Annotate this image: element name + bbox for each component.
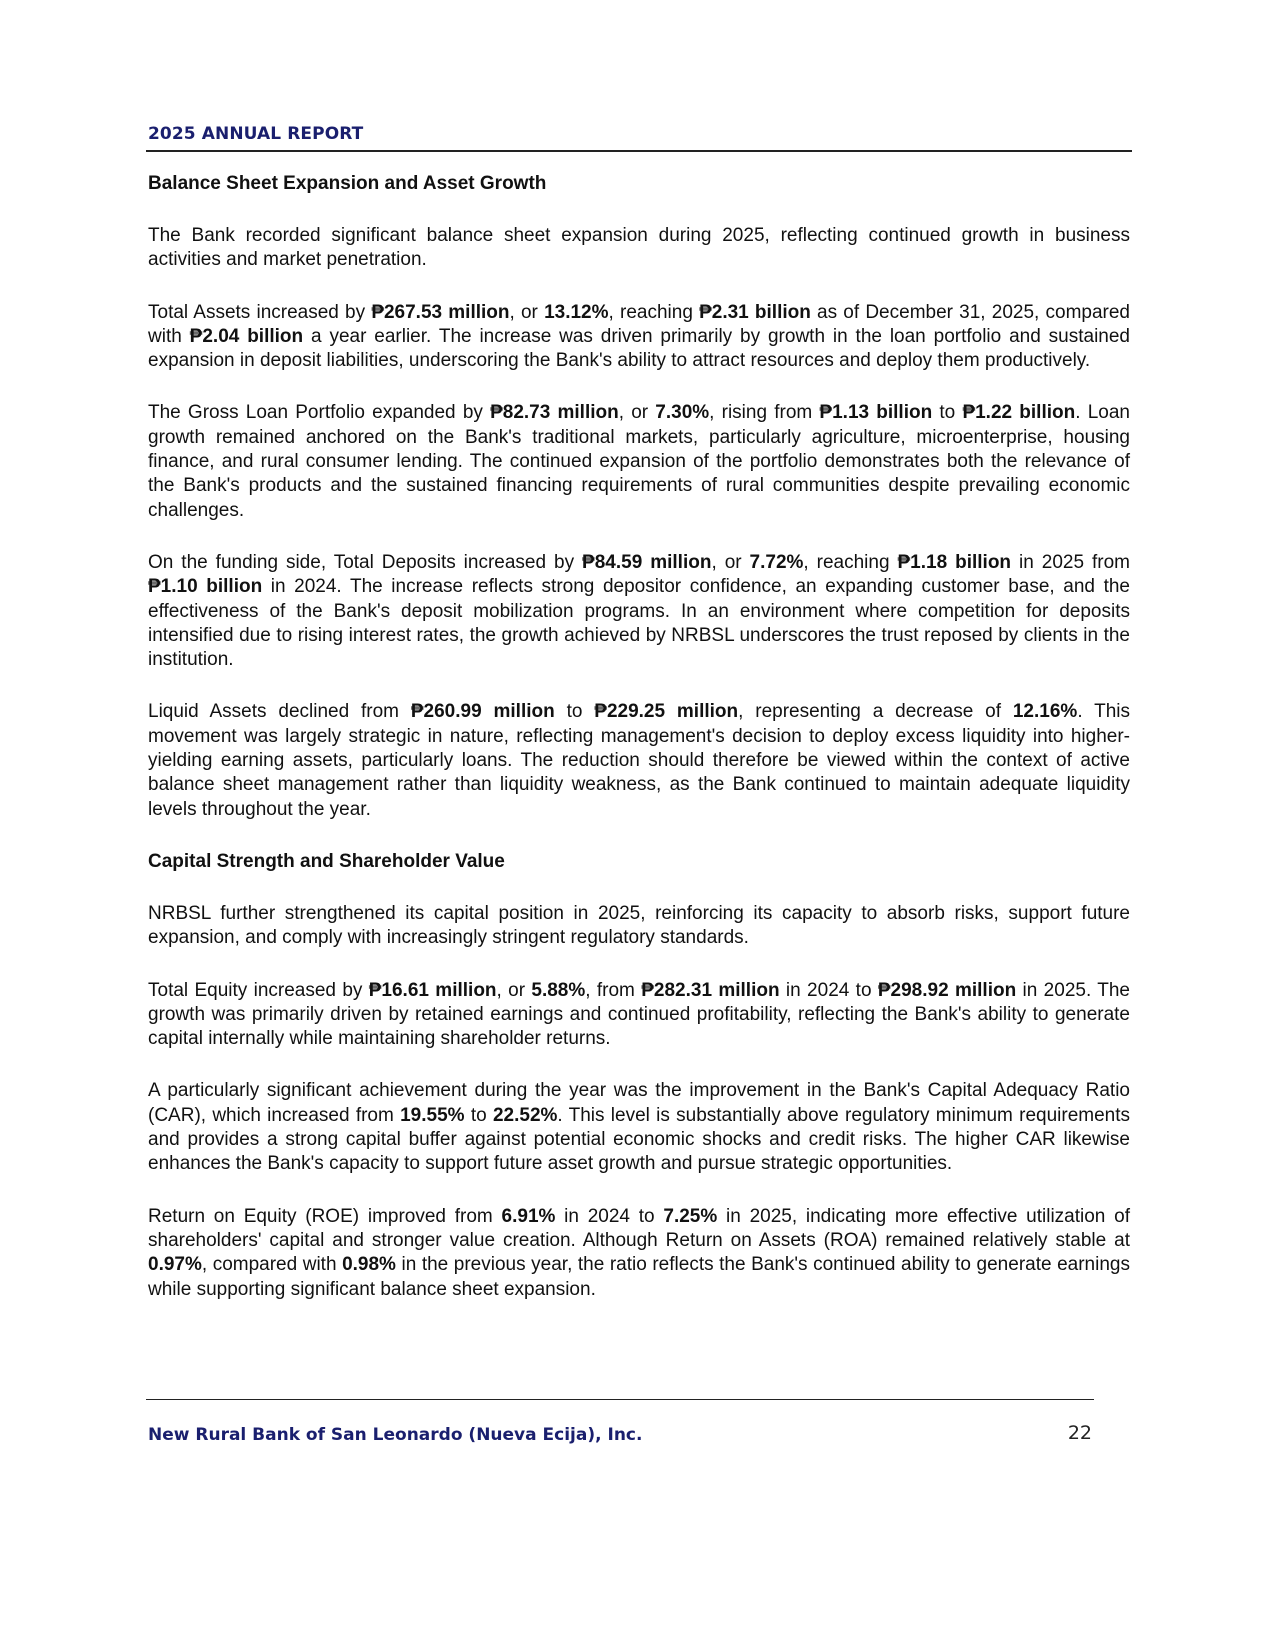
highlighted-figure: ₱2.04 billion [189, 325, 304, 347]
highlighted-figure: ₱1.22 billion [962, 402, 1076, 424]
paragraph-text: , reaching [608, 301, 700, 323]
paragraph-text: Return on Equity (ROE) improved from [148, 1205, 502, 1227]
highlighted-figure: 7.30% [655, 402, 710, 424]
paragraph-text: in 2025. The growth was primarily driven by retained earnings and continued profitability, reflecting the Bank's ability to generate capital internally while maintaining shareholder returns. [148, 979, 1130, 1050]
paragraph-text: to [464, 1104, 493, 1126]
document-body [148, 172, 1130, 1330]
paragraph-text: , rising from [709, 402, 820, 424]
highlighted-figure: 0.97% [148, 1254, 202, 1276]
highlighted-figure: ₱298.92 million [877, 979, 1017, 1001]
body-paragraph [148, 979, 1130, 1052]
paragraph-text: . This movement was largely strategic in nature, reflecting management's decision to deploy excess liquidity into higher-yielding earning assets, particularly loans. The reduction should therefore be viewed within the context of active balance sheet management rather than liquidity weakness, as the Bank continued to maintain adequate liquidity levels throughout the year. [148, 701, 1130, 820]
highlighted-figure: 7.25% [663, 1205, 718, 1227]
highlighted-figure: 12.16% [1012, 701, 1078, 723]
paragraph-text: . This level is substantially above regulatory minimum requirements and provides a strong capital buffer against potential economic shocks and credit risks. The higher CAR likewise enhances the Bank's capacity to support future asset growth and pursue strategic opportunities. [148, 1104, 1130, 1175]
paragraph-text: Liquid Assets declined from [148, 701, 411, 723]
paragraph-text: in 2024 to [555, 1205, 664, 1227]
paragraph-text: in the previous year, the ratio reflects the Bank's continued ability to generate earnings while supporting significant balance sheet expansion. [148, 1254, 1130, 1300]
paragraph-text: , or [711, 551, 750, 573]
paragraph-text: NRBSL further strengthened its capital position in 2025, reinforcing its capacity to absorb risks, support future expansion, and comply with increasingly stringent regulatory standards. [148, 902, 1130, 949]
body-paragraph [148, 1205, 1130, 1302]
highlighted-figure: ₱267.53 million [371, 301, 510, 323]
body-paragraph [148, 1079, 1130, 1176]
body-paragraph [148, 551, 1130, 672]
body-paragraph [148, 401, 1130, 522]
paragraph-text: in 2024. The increase reflects strong depositor confidence, an expanding customer base, and the effectiveness of the Bank's deposit mobilization programs. In an environment where competition for deposits intensified due to rising interest rates, the growth achieved by NRBSL underscores the trust reposed by clients in the institution. [148, 576, 1130, 671]
highlighted-figure: ₱84.59 million [582, 551, 712, 573]
highlighted-figure: 6.91% [501, 1205, 556, 1227]
paragraph-text: , or [509, 301, 545, 323]
highlighted-figure: ₱260.99 million [410, 701, 555, 723]
footer-divider [146, 1399, 1094, 1400]
paragraph-text: , or [496, 979, 532, 1001]
highlighted-figure: ₱282.31 million [641, 979, 780, 1001]
highlighted-figure: ₱16.61 million [368, 979, 497, 1001]
paragraph-text: Total Assets increased by [148, 301, 372, 323]
highlighted-figure: ₱1.13 billion [819, 402, 933, 424]
highlighted-figure: 0.98% [342, 1254, 396, 1276]
paragraph-text: A particularly significant achievement during the year was the improvement in the Bank's Capital Adequacy Ratio (CAR), which increased from [148, 1080, 1130, 1126]
body-paragraph [148, 224, 1130, 273]
paragraph-text: , compared with [201, 1254, 343, 1276]
paragraph-text: to [554, 701, 595, 723]
highlighted-figure: ₱1.18 billion [897, 551, 1012, 573]
paragraph-text: The Gross Loan Portfolio expanded by [148, 402, 491, 424]
paragraph-text: to [932, 402, 963, 424]
paragraph-text: , or [618, 402, 656, 424]
header-divider [146, 150, 1132, 152]
highlighted-figure: ₱2.31 billion [699, 301, 811, 323]
paragraph-text: in 2025, indicating more effective utilization of shareholders' capital and stronger value creation. Although Return on Assets (ROA) remained relatively stable at [148, 1205, 1130, 1251]
highlighted-figure: ₱1.10 billion [148, 576, 263, 598]
section-heading: Balance Sheet Expansion and Asset Growth [148, 173, 547, 194]
body-paragraph [148, 301, 1130, 374]
highlighted-figure: 5.88% [531, 979, 586, 1001]
paragraph-text: in 2025 from [1011, 551, 1130, 573]
paragraph-text: a year earlier. The increase was driven primarily by growth in the loan portfolio and sustained expansion in deposit liabilities, underscoring the Bank's ability to attract resources and deploy them productively. [148, 325, 1130, 372]
body-paragraph [148, 902, 1130, 951]
paragraph-text: , representing a decrease of [738, 701, 1013, 723]
paragraph-text: as of December 31, 2025, compared with [148, 301, 1130, 347]
paragraph-text: . Loan growth remained anchored on the Bank's traditional markets, particularly agriculture, microenterprise, housing finance, and rural consumer lending. The continued expansion of the portfolio demonstrates both the relevance of the Bank's products and the sustained financing requirements of rural communities despite prevailing economic challenges. [148, 402, 1130, 521]
highlighted-figure: ₱229.25 million [594, 701, 739, 723]
body-paragraph [148, 700, 1130, 821]
paragraph-text: Total Equity increased by [148, 979, 369, 1001]
paragraph-text: The Bank recorded significant balance sheet expansion during 2025, reflecting continued growth in business activities and market penetration. [148, 225, 1130, 271]
highlighted-figure: ₱82.73 million [490, 402, 619, 424]
highlighted-figure: 7.72% [749, 551, 804, 573]
footer-bank-name: New Rural Bank of San Leonardo (Nueva Ecija), Inc. [148, 1425, 643, 1445]
highlighted-figure: 19.55% [400, 1104, 465, 1126]
highlighted-figure: 22.52% [492, 1104, 558, 1126]
paragraph-text: , reaching [803, 551, 898, 573]
paragraph-text: , from [585, 979, 642, 1001]
paragraph-text: in 2024 to [779, 979, 878, 1001]
paragraph-text: On the funding side, Total Deposits increased by [148, 551, 583, 573]
highlighted-figure: 13.12% [544, 301, 609, 323]
section-heading: Capital Strength and Shareholder Value [148, 850, 505, 872]
report-header-title: 2025 ANNUAL REPORT [148, 124, 364, 144]
page-number: 22 [1067, 1422, 1092, 1444]
